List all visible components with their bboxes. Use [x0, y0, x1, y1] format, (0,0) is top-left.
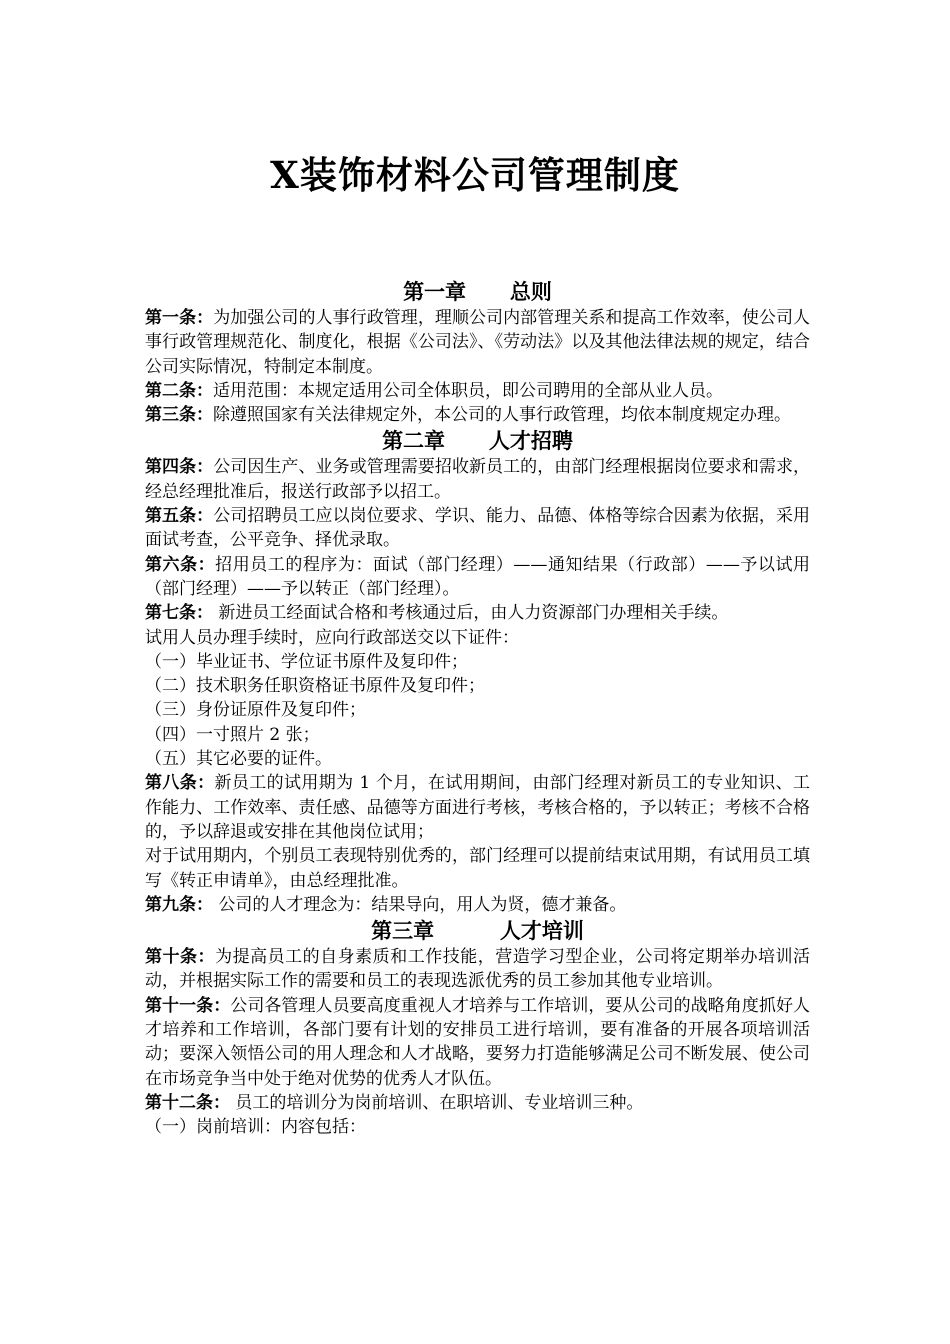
- list-item: （四）一寸照片 2 张；: [145, 724, 320, 745]
- body-paragraph: 对于试用期内，个别员工表现特别优秀的，部门经理可以提前结束试用期，有试用员工填写《转正申请单》，由总经理批准。: [145, 846, 810, 891]
- article-text: 新员工的试用期为 1 个月，在试用期间，由部门经理对新员工的专业知识、工作能力、工作效率、责任感、品德等方面进行考核，考核合格的，予以转正；考核不合格的，予以辞退或安排在其他岗位试用；: [145, 773, 810, 842]
- list-item: （一）岗前培训：内容包括：: [145, 1117, 366, 1138]
- article-text: 公司的人才理念为：结果导向，用人为贤，德才兼备。: [213, 894, 627, 915]
- article-paragraph: [145, 994, 810, 1091]
- article-text: 招用员工的程序为：面试（部门经理）——通知结果（行政部）——予以试用（部门经理）——予以转正（部门经理）。: [145, 554, 810, 599]
- chapter-heading: 第一章 总则: [403, 279, 552, 304]
- article-paragraph: [145, 601, 810, 625]
- article-text: 新进员工经面试合格和考核通过后，由人力资源部门办理相关手续。: [213, 603, 729, 624]
- document-title: X装饰材料公司管理制度: [270, 152, 680, 197]
- article-text: 为提高员工的自身素质和工作技能，营造学习型企业，公司将定期举办培训活动，并根据实际工作的需要和员工的表现选派优秀的员工参加其他专业培训。: [145, 947, 811, 992]
- article-paragraph: [145, 553, 810, 602]
- article-text: 适用范围：本规定适用公司全体职员，即公司聘用的全部从业人员。: [213, 380, 723, 401]
- body-paragraph: 试用人员办理手续时，应向行政部送交以下证件：: [145, 627, 519, 648]
- chapter-heading: 第二章 人才招聘: [382, 428, 573, 454]
- article-paragraph: [145, 771, 810, 844]
- article-label: 第四条：: [145, 457, 214, 478]
- article-label: 第六条：: [145, 554, 216, 575]
- article-paragraph: [145, 1091, 810, 1115]
- article-text: 公司招聘员工应以岗位要求、学识、能力、品德、体格等综合因素为依据，采用面试考查，公平竞争、择优录取。: [145, 506, 811, 551]
- article-label: 第五条：: [145, 506, 214, 527]
- article-paragraph: [145, 306, 810, 379]
- article-label: 第十二条：: [145, 1092, 230, 1113]
- article-paragraph: [145, 455, 810, 504]
- article-label: 第十一条：: [145, 995, 231, 1016]
- article-label: 第二条：: [145, 380, 213, 401]
- article-label: 第九条：: [145, 894, 213, 915]
- article-paragraph: [145, 504, 810, 553]
- list-item: （二）技术职务任职资格证书原件及复印件；: [145, 676, 485, 697]
- article-text: 除遵照国家有关法律规定外，本公司的人事行政管理，均依本制度规定办理。: [213, 405, 791, 426]
- article-text: 公司因生产、业务或管理需要招收新员工的，由部门经理根据岗位要求和需求，经总经理批准后，报送行政部予以招工。: [145, 457, 811, 502]
- article-text: 公司各管理人员要高度重视人才培养与工作培训，要从公司的战略角度抓好人才培养和工作培训，各部门要有计划的安排员工进行培训，要有准备的开展各项培训活动；要深入领悟公司的用人理念和人才战略，要努力打造能够满足公司不断发展、使公司在市场竞争当中处于绝对优势的优秀人才队伍。: [145, 995, 811, 1089]
- article-paragraph: [145, 945, 810, 994]
- chapter-heading: 第三章 人才培训: [371, 918, 584, 944]
- article-label: 第三条：: [145, 405, 213, 426]
- list-item: （三）身份证原件及复印件；: [145, 700, 366, 721]
- article-label: 第七条：: [145, 603, 213, 624]
- article-label: 第一条：: [145, 308, 214, 328]
- document-body: [145, 278, 810, 1140]
- list-item: （五）其它必要的证件。: [145, 749, 332, 770]
- article-paragraph: [145, 379, 810, 403]
- article-text: 为加强公司的人事行政管理，理顺公司内部管理关系和提高工作效率，使公司人事行政管理规范化、制度化，根据《公司法》、《劳动法》以及其他法律法规的规定，结合公司实际情况，特制定本制度。: [145, 308, 811, 377]
- article-label: 第十条：: [145, 947, 216, 968]
- article-paragraph: [145, 403, 810, 427]
- article-text: 员工的培训分为岗前培训、在职培训、专业培训三种。: [230, 1092, 644, 1113]
- list-item: （一）毕业证书、学位证书原件及复印件；: [145, 651, 468, 672]
- article-label: 第八条：: [145, 773, 215, 794]
- article-paragraph: [145, 893, 810, 917]
